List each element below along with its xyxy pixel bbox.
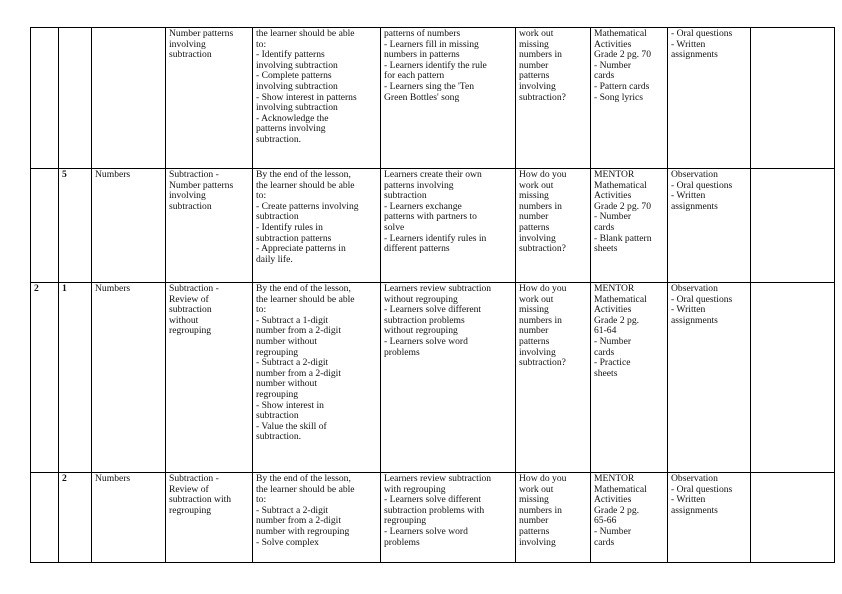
cell-lesson: 1 xyxy=(59,283,92,473)
cell-assessment: Observation - Oral questions - Written assignments xyxy=(668,169,751,283)
cell-lesson: 5 xyxy=(59,169,92,283)
cell-experiences: Learners create their own patterns involving subtraction - Learners exchange patterns with partners to solve - Learners identify rules in different patterns xyxy=(381,169,516,283)
cell-substrand: Number patterns involving subtraction xyxy=(166,28,253,169)
cell-strand: Numbers xyxy=(92,169,166,283)
cell-week xyxy=(31,169,59,283)
cell-week: 2 xyxy=(31,283,59,473)
cell-inquiry: How do you work out missing numbers in number patterns involving subtraction? xyxy=(516,283,591,473)
cell-week xyxy=(31,473,59,563)
scheme-of-work-table xyxy=(30,27,835,563)
cell-substrand: Subtraction - Number patterns involving subtraction xyxy=(166,169,253,283)
cell-inquiry: work out missing numbers in number patterns involving subtraction? xyxy=(516,28,591,169)
cell-reflection xyxy=(751,473,835,563)
cell-resources: MENTOR Mathematical Activities Grade 2 pg. 65-66 - Number cards xyxy=(591,473,668,563)
table-row xyxy=(31,473,835,563)
cell-assessment: Observation - Oral questions - Written assignments xyxy=(668,473,751,563)
cell-lesson xyxy=(59,28,92,169)
cell-substrand: Subtraction - Review of subtraction without regrouping xyxy=(166,283,253,473)
cell-resources: Mathematical Activities Grade 2 pg. 70 - Number cards - Pattern cards - Song lyrics xyxy=(591,28,668,169)
cell-experiences: patterns of numbers - Learners fill in missing numbers in patterns - Learners identify the rule for each pattern - Learners sing the 'Ten Green Bottles' song xyxy=(381,28,516,169)
cell-outcomes: By the end of the lesson, the learner should be able to: - Subtract a 1-digit number from a 2-digit number without regrouping - Subtract a 2-digit number from a 2-digit number without regrouping - Show interest in subtraction - Value the skill of subtraction. xyxy=(253,283,381,473)
cell-experiences: Learners review subtraction without regrouping - Learners solve different subtraction problems without regrouping - Learners solve word problems xyxy=(381,283,516,473)
cell-outcomes: By the end of the lesson, the learner should be able to: - Subtract a 2-digit number from a 2-digit number with regrouping - Solve complex xyxy=(253,473,381,563)
table-row xyxy=(31,28,835,169)
cell-assessment: Observation - Oral questions - Written assignments xyxy=(668,283,751,473)
table-row xyxy=(31,169,835,283)
cell-experiences: Learners review subtraction with regrouping - Learners solve different subtraction problems with regrouping - Learners solve word problems xyxy=(381,473,516,563)
cell-resources: MENTOR Mathematical Activities Grade 2 pg. 70 - Number cards - Blank pattern sheets xyxy=(591,169,668,283)
cell-week xyxy=(31,28,59,169)
cell-reflection xyxy=(751,169,835,283)
cell-inquiry: How do you work out missing numbers in number patterns involving xyxy=(516,473,591,563)
cell-strand xyxy=(92,28,166,169)
cell-lesson: 2 xyxy=(59,473,92,563)
cell-reflection xyxy=(751,283,835,473)
cell-outcomes: the learner should be able to: - Identify patterns involving subtraction - Complete patterns involving subtraction - Show interest in patterns involving subtraction - Acknowledge the patterns involving subtraction. xyxy=(253,28,381,169)
cell-resources: MENTOR Mathematical Activities Grade 2 pg. 61-64 - Number cards - Practice sheets xyxy=(591,283,668,473)
cell-substrand: Subtraction - Review of subtraction with regrouping xyxy=(166,473,253,563)
cell-outcomes: By the end of the lesson, the learner should be able to: - Create patterns involving subtraction - Identify rules in subtraction patterns - Appreciate patterns in daily life. xyxy=(253,169,381,283)
table-row xyxy=(31,283,835,473)
cell-assessment: - Oral questions - Written assignments xyxy=(668,28,751,169)
cell-reflection xyxy=(751,28,835,169)
cell-strand: Numbers xyxy=(92,283,166,473)
cell-inquiry: How do you work out missing numbers in number patterns involving subtraction? xyxy=(516,169,591,283)
cell-strand: Numbers xyxy=(92,473,166,563)
